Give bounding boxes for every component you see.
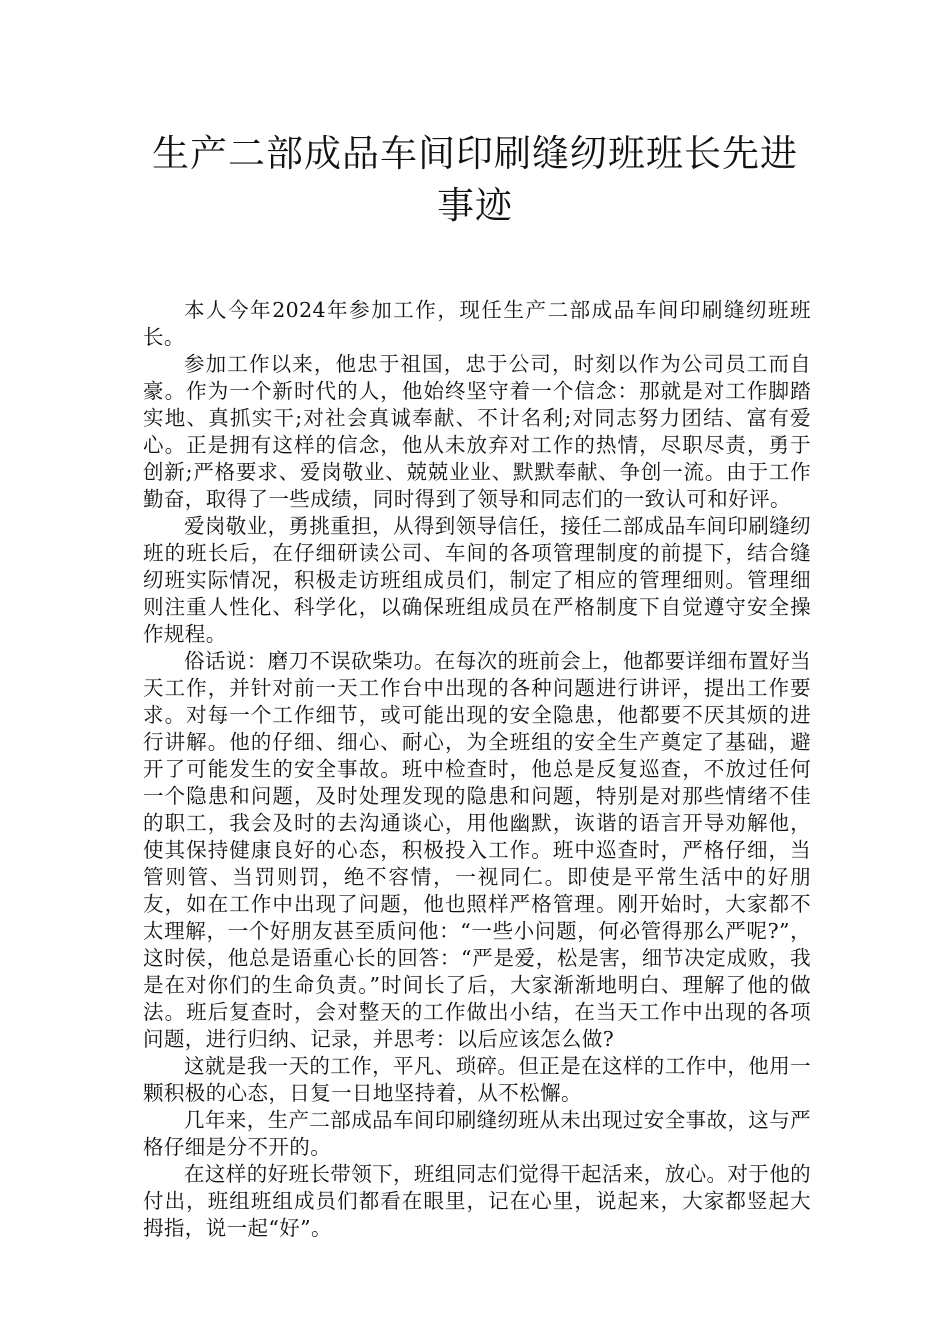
paragraph: 本人今年2024年参加工作，现任生产二部成品车间印刷缝纫班班长。 [143, 298, 811, 349]
paragraph: 参加工作以来，他忠于祖国，忠于公司，时刻以作为公司员工而自豪。作为一个新时代的人，他始终坚守着一个信念：那就是对工作脚踏实地、真抓实干;对社会真诚奉献、不计名利;对同志努力团结、富有爱心。正是拥有这样的信念，他从未放弃对工作的热情，尽职尽责，勇于创新;严格要求、爱岗敬业、兢兢业业、默默奉献、争创一流。由于工作勤奋，取得了一些成绩，同时得到了领导和同志们的一致认可和好评。 [143, 352, 811, 511]
paragraph: 爱岗敬业，勇挑重担，从得到领导信任，接任二部成品车间印刷缝纫班的班长后，在仔细研读公司、车间的各项管理制度的前提下，结合缝纫班实际情况，积极走访班组成员们，制定了相应的管理细则。管理细则注重人性化、科学化，以确保班组成员在严格制度下自觉遵守安全操作规程。 [143, 514, 811, 646]
paragraph: 俗话说：磨刀不误砍柴功。在每次的班前会上，他都要详细布置好当天工作，并针对前一天工作台中出现的各种问题进行讲评，提出工作要求。对每一个工作细节，或可能出现的安全隐患，他都要不厌其烦的进行讲解。他的仔细、细心、耐心，为全班组的安全生产奠定了基础，避开了可能发生的安全事故。班中检查时，他总是反复巡查，不放过任何一个隐患和问题，及时处理发现的隐患和问题，特别是对那些情绪不佳的职工，我会及时的去沟通谈心，用他幽默，诙谐的语言开导劝解他，使其保持健康良好的心态，积极投入工作。班中巡查时，严格仔细，当管则管、当罚则罚，绝不容情，一视同仁。即使是平常生活中的好朋友，如在工作中出现了问题，他也照样严格管理。刚开始时，大家都不太理解，一个好朋友甚至质问他：“一些小问题，何必管得那么严呢?”，这时侯，他总是语重心长的回答：“严是爱，松是害，细节决定成败，我是在对你们的生命负责。”时间长了后，大家渐渐地明白、理解了他的做法。班后复查时，会对整天的工作做出小结，在当天工作中出现的各项问题，进行归纳、记录，并思考：以后应该怎么做? [143, 649, 811, 1051]
paragraph: 在这样的好班长带领下，班组同志们觉得干起活来，放心。对于他的付出，班组班组成员们都看在眼里，记在心里，说起来，大家都竖起大拇指，说一起“好”。 [143, 1162, 811, 1240]
paragraph: 这就是我一天的工作，平凡、琐碎。但正是在这样的工作中，他用一颗积极的心态，日复一日地坚持着，从不松懈。 [143, 1054, 811, 1105]
paragraph: 几年来，生产二部成品车间印刷缝纫班从未出现过安全事故，这与严格仔细是分不开的。 [143, 1108, 811, 1159]
document-title: 生产二部成品车间印刷缝纫班班长先进事迹 [152, 132, 798, 227]
document-body [143, 297, 811, 1242]
